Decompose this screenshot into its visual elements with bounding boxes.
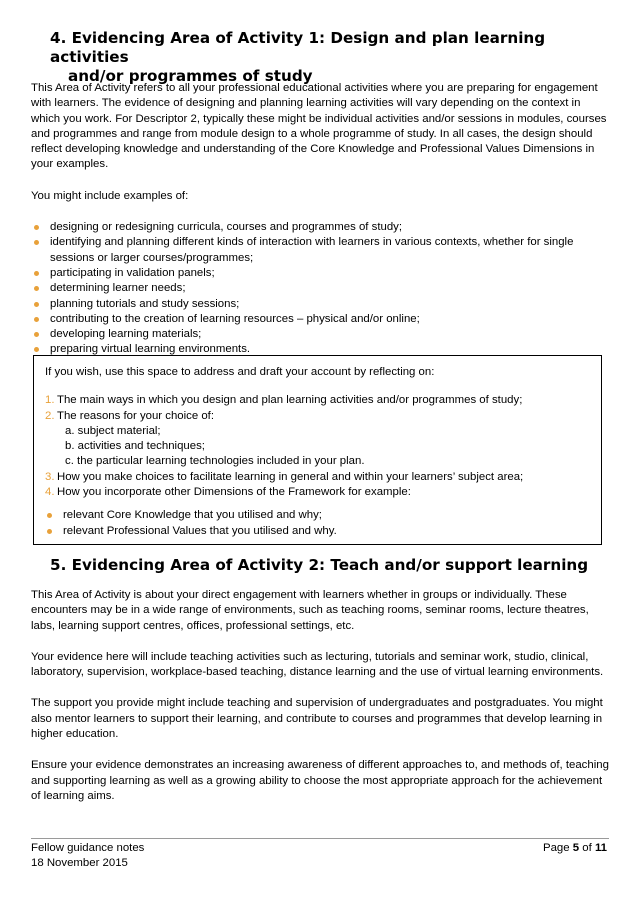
page-current: 5 bbox=[572, 842, 580, 854]
paragraph: The support you provide might include teaching and supervision of undergraduates and postgraduates. You might also mentor learners to support their learning, and contribute to courses and programmes that develop learning in higher education. bbox=[31, 697, 603, 741]
list-item bbox=[45, 470, 595, 485]
list-number: 2. bbox=[45, 409, 55, 422]
list-number: 4. bbox=[45, 486, 55, 499]
list-item: identifying and planning different kinds of interaction with learners in various contexts, whether for single sessions or larger courses/programmes; bbox=[31, 235, 609, 266]
sub-item: b. activities and techniques; bbox=[65, 440, 205, 453]
section-4-intro: This Area of Activity refers to all your professional educational activities where you are preparing for engagement with learners. The evidence of designing and planning learning activities will vary depending on the context in which you work. For Descriptor 2, typically these might be individual activities and/or sessions in modules, courses and programmes and range from module design to a whole programme of study. In all cases, the design should reflect developing knowledge and understanding of the Core Knowledge and Professional Values Dimensions in your examples. bbox=[31, 82, 607, 171]
list-item: determining learner needs; bbox=[31, 281, 609, 296]
reflection-bullets bbox=[45, 508, 595, 539]
list-item: preparing virtual learning environments. bbox=[31, 342, 609, 357]
section-4-heading bbox=[50, 29, 610, 86]
reflection-lead: If you wish, use this space to address and draft your account by reflecting on: bbox=[45, 366, 435, 378]
examples-lead: You might include examples of: bbox=[31, 189, 189, 202]
list-item: designing or redesigning curricula, courses and programmes of study; bbox=[31, 220, 609, 235]
footer-divider bbox=[31, 838, 609, 839]
paragraph: This Area of Activity is about your direct engagement with learners whether in groups or individually. These encounters may be in a wide range of environments, such as teaching rooms, seminar rooms, lecture theatres, labs, learning support centres, offices, professional settings, etc. bbox=[31, 589, 589, 632]
examples-list bbox=[31, 220, 609, 358]
paragraph: Ensure your evidence demonstrates an increasing awareness of different approaches to, and methods of, teaching and supporting learning as well as a growing ability to choose the most appropriate approach for the achievement of learning aims. bbox=[31, 759, 609, 802]
page-of: of bbox=[582, 842, 592, 854]
list-item-text: How you make choices to facilitate learning in general and within your learners’ subject area; bbox=[57, 470, 524, 483]
page-word: Page bbox=[542, 842, 570, 854]
page-total: 11 bbox=[594, 842, 607, 854]
page-number bbox=[543, 841, 607, 856]
section-4-heading-line1: 4. Evidencing Area of Activity 1: Design and plan learning activities bbox=[50, 29, 546, 66]
paragraph: Your evidence here will include teaching activities such as lecturing, tutorials and seminar work, studio, clinical, laboratory, supervision, workplace-based teaching, distance learning and the use of virtual learning environments. bbox=[31, 650, 604, 679]
list-item: planning tutorials and study sessions; bbox=[31, 297, 609, 312]
list-number: 3. bbox=[45, 470, 55, 483]
list-item bbox=[45, 485, 595, 500]
list-item bbox=[45, 409, 595, 470]
list-item: relevant Professional Values that you utilised and why. bbox=[45, 524, 595, 539]
reflection-list bbox=[45, 393, 595, 500]
list-item-text: How you incorporate other Dimensions of the Framework for example: bbox=[57, 486, 411, 499]
sub-item: c. the particular learning technologies included in your plan. bbox=[65, 455, 365, 468]
list-item-text: The main ways in which you design and plan learning activities and/or programmes of study; bbox=[57, 394, 523, 407]
list-item: relevant Core Knowledge that you utilised and why; bbox=[45, 508, 595, 523]
section-5-body bbox=[31, 588, 609, 804]
list-item bbox=[45, 393, 595, 408]
footer-date: 18 November 2015 bbox=[31, 857, 128, 870]
section-4-body bbox=[31, 81, 609, 358]
sub-item: a. subject material; bbox=[65, 424, 161, 437]
footer-left bbox=[31, 841, 144, 872]
list-item-text: The reasons for your choice of: bbox=[57, 409, 215, 422]
list-item: participating in validation panels; bbox=[31, 266, 609, 281]
list-number: 1. bbox=[45, 394, 55, 407]
list-item: contributing to the creation of learning resources – physical and/or online; bbox=[31, 312, 609, 327]
list-item: developing learning materials; bbox=[31, 327, 609, 342]
section-5-heading bbox=[50, 556, 610, 575]
reflection-box bbox=[33, 355, 602, 545]
section-4-heading-line2: and/or programmes of study bbox=[68, 67, 313, 85]
section-5-heading-text: 5. Evidencing Area of Activity 2: Teach and/or support learning bbox=[50, 556, 589, 574]
footer-doc-name: Fellow guidance notes bbox=[31, 842, 145, 854]
